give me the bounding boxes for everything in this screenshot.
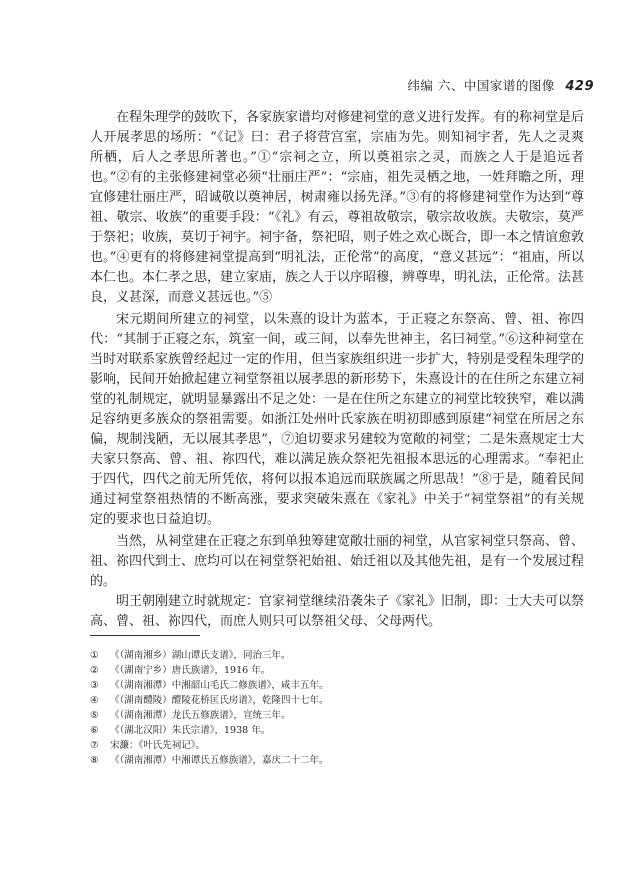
running-header <box>407 76 594 94</box>
footnote-item <box>90 678 584 693</box>
footnote-mark: ⑥ <box>90 725 99 736</box>
footnote-mark: ④ <box>90 695 99 706</box>
paragraph: 宋元期间所建立的祠堂，以朱熹的设计为蓝本，于正寝之东祭高、曾、祖、祢四代：“其制于正寝之东，筑室一间，或三间，以奉先世神主，名曰祠堂。”⑥这种祠堂在当时对联系家族曾经起过一定的作用，但当家族组织进一步扩大，特别是受程朱理学的影响，民间开始掀起建立祠堂祭祖以展孝思的新形势下，朱熹设计的在住所之东建立祠堂的礼制规定，就明显暴露出不足之处：一是在住所之东建立的祠堂比较狭窄，难以满足容纳更多族众的祭祖需要。如浙江处州叶氏家族在明初即感到原建“祠堂在所居之东偏，规制浅陋，无以展其孝思”，⑦迫切要求另建较为宽敞的祠堂；二是朱熹规定士大夫家只祭高、曾、祖、祢四代，难以满足族众祭祀先祖报本思远的心理需求。“奉祀止于四代，四代之前无所凭依，将何以报本追远而联族属之所思哉！”⑧于是，随着民间通过祠堂祭祖热情的不断高涨，要求突破朱熹在《家礼》中关于“祠堂祭祖”的有关规定的要求也日益迫切。 <box>90 312 585 527</box>
footnote-mark: ③ <box>90 680 99 691</box>
main-text <box>90 108 584 632</box>
footnote-mark: ⑧ <box>90 755 99 766</box>
footnote-text: 《（湖南湘潭）中湘韶山毛氏二修族谱》，咸丰五年。 <box>110 680 329 691</box>
paragraph: 当然，从祠堂建在正寝之东到单独筹建宽敞壮丽的祠堂，从官家祠堂只祭高、曾、祖、祢四代到士、庶均可以在祠堂祭祀始祖、始迁祖以及其他先祖，是有一个发展过程的。 <box>90 534 585 589</box>
section-title: 纬编 六、中国家谱的图像 <box>407 78 555 93</box>
footnote-item <box>90 663 584 678</box>
page-number: 429 <box>565 79 594 94</box>
footnote-item <box>90 693 584 708</box>
footnote-text: 《（湖北汉阳）朱氏宗谱》，1938 年。 <box>110 725 271 736</box>
footnote-mark: ⑦ <box>90 740 99 751</box>
footnote-text: 《（湖南湘潭）龙氏五修族谱》，宣统三年。 <box>110 710 291 721</box>
footnote-item <box>90 738 584 753</box>
paragraph: 在程朱理学的鼓吹下，各家族家谱均对修建祠堂的意义进行发挥。有的称祠堂是后人开展孝思的场所：“《记》曰：君子将营宫室，宗庙为先。则知祠宇者，先人之灵爽所栖，后人之孝思所著也。”①“宗祠之立，所以奠祖宗之灵，而族之人于是追远者也。”②有的主张修建祠堂必须“壮丽庄严”：“宗庙，祖先灵栖之地，一姓拜瞻之所，理宜修建壮丽庄严，昭诚敬以奠神居，树肃雍以扬先泽。”③有的将修建祠堂作为达到“尊祖、敬宗、收族”的重要手段：“《礼》有云，尊祖故敬宗，敬宗故收族。夫敬宗，莫严于祭祀；收族，莫切于祠宇。祠宇备，祭祀昭，则子姓之欢心既合，即一本之情谊愈敦也。”④更有的将修建祠堂提高到“明礼法，正伦常”的高度，“意义甚远”：“祖庙，所以本仁也。本仁孝之思，建立家庙，族之人于以序昭穆，辨尊卑，明礼法，正伦常。法甚良，义甚深，而意义甚远也。”⑤ <box>90 110 585 305</box>
footnote-item <box>90 753 584 768</box>
footnote-item <box>90 723 584 738</box>
footnote-item <box>90 708 584 723</box>
footnotes <box>90 648 584 768</box>
footnote-text: 宋濂：《叶氏先祠记》。 <box>110 740 206 751</box>
footnote-mark: ⑤ <box>90 710 99 721</box>
footnote-text: 《（湖南湘乡）湖山谭氏支谱》，同治三年。 <box>110 650 291 661</box>
footnote-text: 《（湖南湘潭）中湘谭氏五修族谱》，嘉庆二十二年。 <box>110 755 329 766</box>
footnote-text: 《（湖南醴陵）醴陵花桥匡氏房谱》，乾隆四十七年。 <box>110 695 329 706</box>
footnote-mark: ① <box>90 650 99 661</box>
footnote-divider <box>90 635 200 636</box>
footnote-text: 《（湖南宁乡）唐氏族谱》，1916 年。 <box>110 665 271 676</box>
footnote-mark: ② <box>90 665 99 676</box>
footnote-item <box>90 648 584 663</box>
paragraph: 明王朝刚建立时就规定：官家祠堂继续沿袭朱子《家礼》旧制，即：士大夫可以祭高、曾、祖、祢四代，而庶人则只可以祭祖父母、父母两代。 <box>90 594 585 629</box>
